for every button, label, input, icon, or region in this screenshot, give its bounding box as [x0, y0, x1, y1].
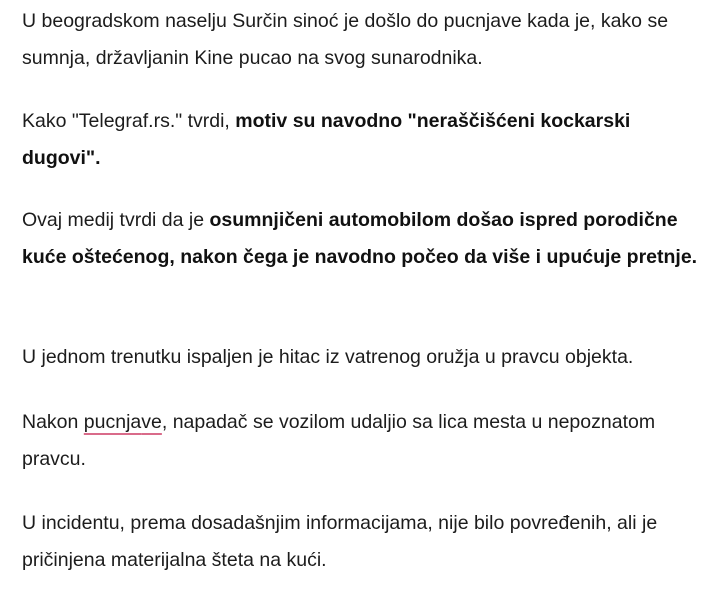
- paragraph-2-lead: Kako "Telegraf.rs." tvrdi,: [22, 110, 236, 132]
- paragraph-2-bold: motiv su navodno "neraščišćeni kockarski dugovi".: [22, 110, 631, 169]
- paragraph-4: [22, 339, 712, 376]
- paragraph-4-text: U jednom trenutku ispaljen je hitac iz vatrenog oružja u pravcu objekta.: [22, 346, 634, 368]
- paragraph-1: [22, 3, 712, 77]
- spellcheck-underlined-word-part-2[interactable]: ve: [141, 411, 162, 433]
- paragraph-5: [22, 404, 712, 478]
- paragraph-5-rest: , napadač se vozilom udaljio sa lica mesta u nepoznatom pravcu.: [22, 411, 656, 470]
- paragraph-6-text: U incidentu, prema dosadašnjim informacijama, nije bilo povređenih, ali je pričinjena materijalna šteta na kući.: [22, 512, 658, 571]
- spellcheck-underlined-word-part-1[interactable]: pucnja: [83, 411, 142, 433]
- paragraph-3: [22, 202, 712, 276]
- paragraph-3-bold: osumnjičeni automobilom došao ispred porodične kuće oštećenog, nakon čega je navodno počeo da više i upućuje pretnje.: [22, 209, 698, 268]
- paragraph-6: [22, 505, 712, 579]
- paragraph-2: [22, 103, 712, 177]
- paragraph-1-text: U beogradskom naselju Surčin sinoć je došlo do pucnjave kada je, kako se sumnja, državljanin Kine pucao na svog sunarodnika.: [22, 10, 669, 69]
- paragraph-3-lead: Ovaj medij tvrdi da je: [22, 209, 210, 231]
- paragraph-5-lead: Nakon: [22, 411, 84, 433]
